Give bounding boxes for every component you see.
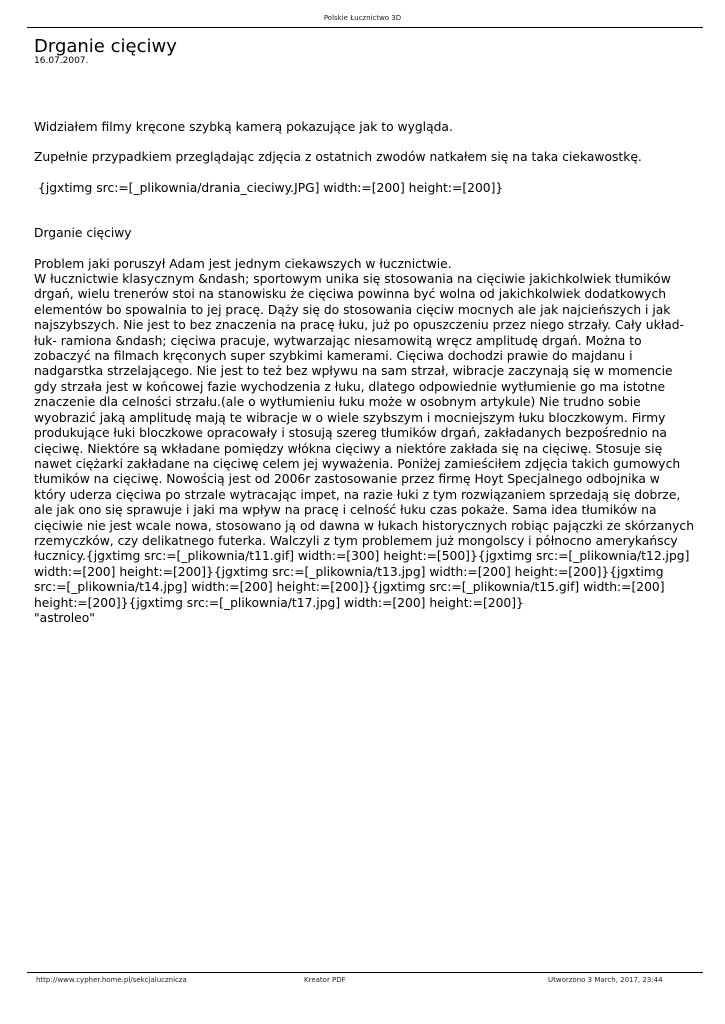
article-title: Drganie cięciwy (34, 36, 177, 57)
article-content (34, 120, 694, 626)
header-divider (27, 27, 703, 28)
article-body: Problem jaki poruszył Adam jest jednym ciekawszych w łucznictwie. W łucznictwie klasycznym &ndash; sportowym unika się stosowania na cięciwie jakichkolwiek tłumików drgań, wielu trenerów stoi na stanowisku że cięciwa powinna być wolna od jakichkolwiek dodatkowych elementów bo spowalnia to jej pracę. Dąży się do stosowania cięciw mocnych ale jak najcieńszych i jak najszybszych. Nie jest to bez znaczenia na pracę łuku, już po opuszczeniu przez niego strzały. Cały układ- łuk- ramiona &ndash; cięciwa pracuje, wytwarzając niesamowitą wręcz amplitudę drgań. Można to zobaczyć na filmach kręconych super szybkimi kamerami. Cięciwa dochodzi prawie do majdanu i nadgarstka strzelającego. Nie jest to też bez wpływu na sam strzał, wibracje zaczynają się w momencie gdy strzała jest w końcowej fazie wychodzenia z łuku, dlatego odpowiednie wytłumienie go ma istotne znaczenie dla celności strzału.(ale o wytłumieniu łuku może w osobnym artykule) Nie trudno sobie wyobrazić jaką amplitudę mają te wibracje w o wiele szybszym i mocniejszym łuku bloczkowym. Firmy produkujące łuki bloczkowe opracowały i stosują szereg tłumików drgań, zakładanych bezpośrednio na cięciwę. Niektóre są wkładane pomiędzy włókna cięciwy a niektóre zakłada się na cięciwę. Stosuje się nawet ciężarki zakładane na cięciwę celem jej wyważenia. Poniżej zamieściłem zdjęcia takich gumowych tłumików na cięciwę. Nowością jest od 2006r zastosowanie przez firmę Hoyt Specjalnego odbojnika w który uderza cięciwa po strzale wytracając impet, na razie łuki z tym rozwiązaniem sprzedają się dobrze, ale jak ono się sprawuje i jaki ma wpływ na pracę i celność łuku czas pokaże. Sama idea tłumików na cięciwie nie jest wcale nowa, stosowano ją od dawna w łukach historycznych robiąc pajączki ze skórzanych rzemyczków, czy delikatnego futerka. Walczyli z tym problemem już mongolscy i północno amerykańscy łucznicy.{jgxtimg src:=[_plikownia/t11.gif] width:=[300] height:=[500]}{jgxtimg src:=[_plikownia/t12.jpg] width:=[200] height:=[200]}{jgxtimg src:=[_plikownia/t13.jpg] width:=[200] height:=[200]}{jgxtimg src:=[_plikownia/t14.jpg] width:=[200] height:=[200]}{jgxtimg src:=[_plikownia/t15.gif] width:=[200] height:=[200]}{jgxtimg src:=[_plikownia/t17.jpg] width:=[200] height:=[200]} "astroleo" (34, 256, 694, 625)
article-date: 16.07.2007. (34, 56, 89, 66)
footer-generator: Kreator PDF (304, 976, 346, 984)
intro-paragraph-2: Zupełnie przypadkiem przeglądając zdjęcia z ostatnich zwodów natkałem się na taka ciekawostkę. (34, 150, 642, 165)
footer-divider (27, 972, 703, 973)
footer-created-date: Utworzono 3 March, 2017, 23:44 (548, 976, 663, 984)
image-tag-text: {jgxtimg src:=[_plikownia/drania_cieciwy.JPG] width:=[200] height:=[200]} (38, 180, 504, 195)
footer-url: http://www.cypher.home.pl/sekcjalucznicza (36, 976, 187, 984)
page-header-title: Polskie Łucznictwo 3D (323, 14, 402, 22)
intro-paragraph-1: Widziałem filmy kręcone szybką kamerą pokazujące jak to wygląda. (34, 120, 453, 134)
image-caption: Drganie cięciwy (34, 226, 132, 241)
